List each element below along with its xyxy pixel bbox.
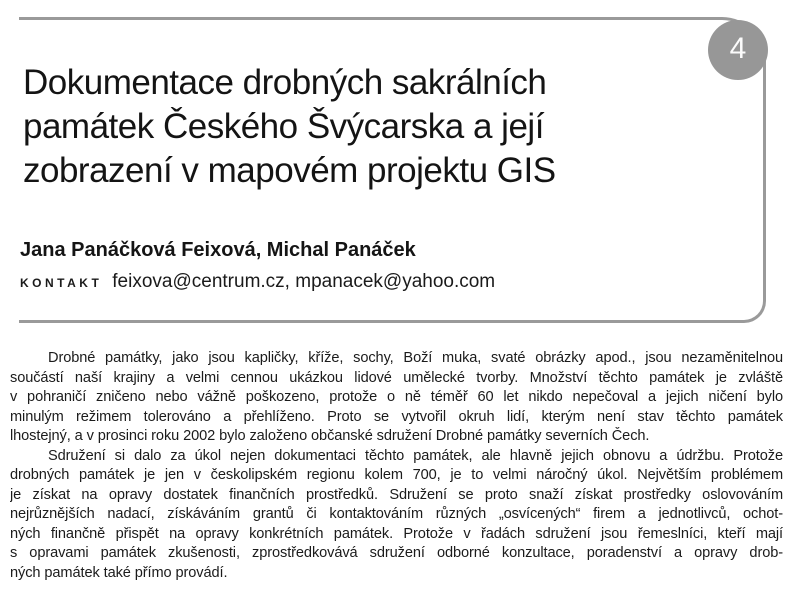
body-text — [10, 349, 783, 583]
page-title-line: zobrazení v mapovém projektu GIS — [23, 151, 556, 190]
body-line: Sdružení si dalo za úkol nejen dokumentaci těchto památek, ale hlavně jejich obnovu a údržbu. Protože — [48, 447, 783, 464]
authors-line: Jana Panáčková Feixová, Michal Panáček — [20, 239, 416, 261]
page-number-badge — [708, 20, 768, 80]
contact-label: KONTAKT — [20, 276, 103, 290]
body-line: nejrůznějších nadací, získáváním grantů či kontaktováním různých „osvícených“ firem a jednotlivců, ochot- — [10, 506, 783, 522]
body-line: je získat na opravy dostatek finančních prostředků. Sdružení se proto snaží získat prostředky oslovováním — [10, 486, 783, 503]
body-line: s opravami památek zkušenosti, zprostředkovává sdružení odborné konzultace, poradenství a opravy drob- — [10, 545, 783, 561]
page-title-line: Dokumentace drobných sakrálních — [23, 63, 547, 102]
body-line: lhostejný, a v prosinci roku 2002 bylo založeno občanské sdružení Drobné památky severních Čech. — [10, 428, 650, 444]
body-line: v pohraničí zničeno nebo vážně poškozeno, protože o ně téměř 60 let nikdo nepečoval a jejich ničení bylo — [10, 389, 783, 405]
page-title — [23, 61, 556, 193]
body-line: ných finančně přispět na opravy konkrétních památek. Protože v řadách sdružení jsou řemeslníci, kteří mají — [10, 525, 783, 542]
page-number: 4 — [729, 31, 747, 65]
contact-row — [20, 271, 495, 293]
page-title-line: památek Českého Švýcarska a její — [23, 107, 544, 146]
body-line: drobných památek je jen v českolipském regionu kolem 700, je to velmi náročný úkol. Největším problémem — [10, 467, 783, 483]
body-line: ných památek také přímo provádí. — [10, 564, 228, 581]
body-line: součástí naší krajiny a velmi cennou ukázkou lidové umělecké tvorby. Množství těchto památek je zvláště — [10, 369, 783, 386]
contact-emails: feixova@centrum.cz, mpanacek@yahoo.com — [112, 271, 496, 292]
body-line: Drobné památky, jako jsou kapličky, kříže, sochy, Boží muka, svaté obrázky apod., jsou nezaměnitelnou — [48, 350, 783, 366]
body-line: minulým režimem tolerováno a přehlíženo. Proto se vytvořil okruh lidí, kterým není stav těchto památek — [10, 408, 783, 425]
